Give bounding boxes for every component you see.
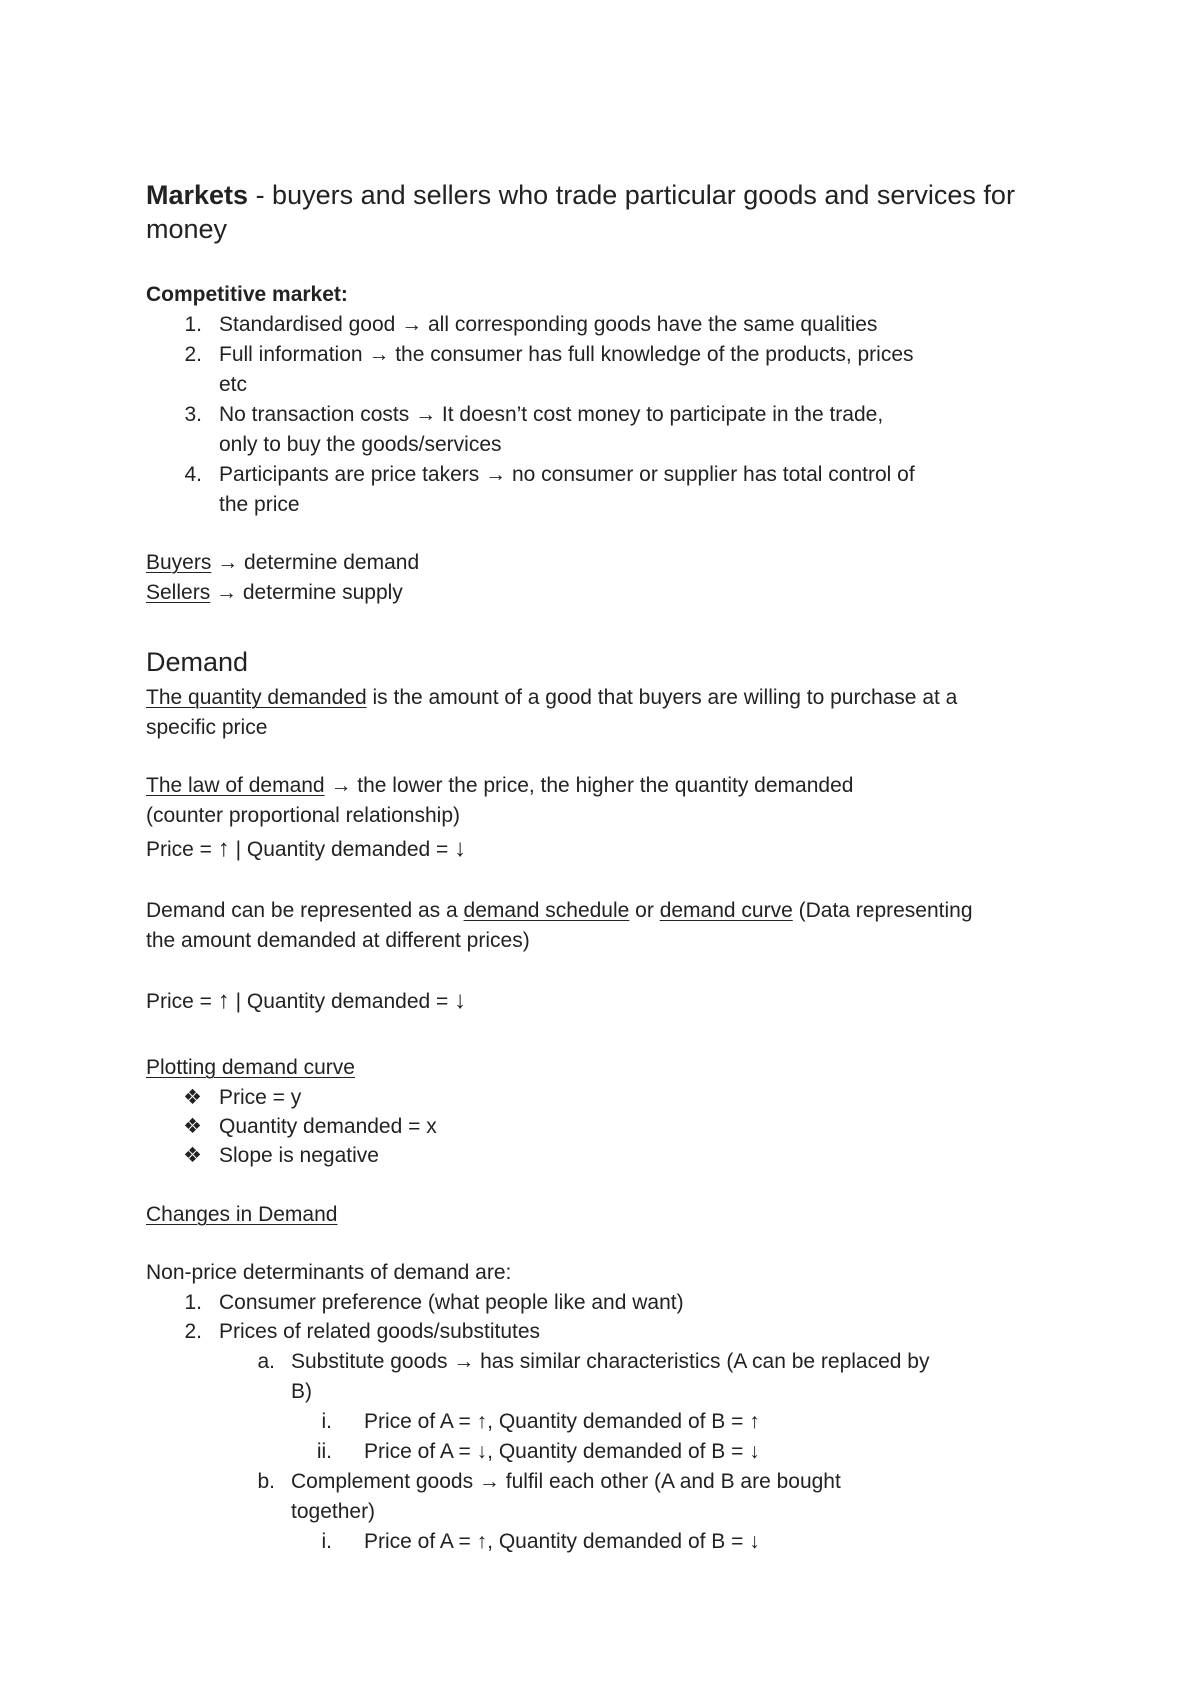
- up-arrow-icon: ↑: [217, 987, 230, 1014]
- page-title-line2: money: [146, 214, 228, 244]
- list-marker: 1.: [184, 1291, 202, 1314]
- list-item: Consumer preference (what people like and want): [219, 1291, 684, 1314]
- quantity-demanded-definition: The quantity demanded is the amount of a good that buyers are willing to purchase at a: [146, 686, 958, 709]
- list-item-continuation: only to buy the goods/services: [219, 433, 502, 456]
- competitive-market-heading: Competitive market:: [146, 283, 348, 306]
- list-item: Standardised good → all corresponding goods have the same qualities: [219, 313, 878, 336]
- nonprice-determinants-intro: Non-price determinants of demand are:: [146, 1261, 512, 1284]
- list-item: Slope is negative: [219, 1144, 379, 1167]
- list-marker: 2.: [184, 343, 202, 366]
- quantity-demanded-definition-line2: specific price: [146, 716, 268, 739]
- list-item: Participants are price takers → no consumer or supplier has total control of: [219, 463, 915, 486]
- price-quantity-relation: Price = ↑ | Quantity demanded = ↓: [146, 835, 467, 862]
- list-marker: a.: [257, 1350, 275, 1373]
- list-item: Prices of related goods/substitutes: [219, 1320, 541, 1343]
- demand-representation: Demand can be represented as a demand schedule or demand curve (Data representing: [146, 899, 973, 922]
- down-arrow-icon: ↓: [454, 987, 467, 1014]
- list-item: No transaction costs → It doesn’t cost money to participate in the trade,: [219, 403, 884, 426]
- list-item: Full information → the consumer has full knowledge of the products, prices: [219, 343, 914, 366]
- down-arrow-icon: ↓: [454, 835, 467, 862]
- price-quantity-relation-repeat: Price = ↑ | Quantity demanded = ↓: [146, 987, 467, 1014]
- demand-heading: Demand: [146, 647, 249, 677]
- list-item: Price = y: [219, 1086, 302, 1109]
- list-marker: i.: [321, 1530, 332, 1553]
- sellers-label: Sellers: [146, 581, 211, 604]
- buyers-label: Buyers: [146, 551, 212, 574]
- diamond-bullet-icon: ❖: [183, 1144, 202, 1167]
- list-item: Price of A = ↓, Quantity demanded of B = ↓: [364, 1440, 760, 1463]
- law-of-demand: The law of demand → the lower the price, the higher the quantity demanded: [146, 774, 854, 797]
- list-marker: 2.: [184, 1320, 202, 1343]
- diamond-bullet-icon: ❖: [183, 1115, 202, 1138]
- list-item: Quantity demanded = x: [219, 1115, 437, 1138]
- sellers-line: Sellers → determine supply: [146, 581, 403, 604]
- up-arrow-icon: ↑: [217, 835, 230, 862]
- changes-in-demand-heading: Changes in Demand: [146, 1203, 338, 1226]
- list-marker: b.: [257, 1470, 275, 1493]
- list-item: Substitute goods → has similar characteristics (A can be replaced by: [291, 1350, 930, 1373]
- list-marker: 1.: [184, 313, 202, 336]
- list-marker: ii.: [316, 1440, 332, 1463]
- list-marker: 4.: [184, 463, 202, 486]
- list-item: Price of A = ↑, Quantity demanded of B = ↓: [364, 1530, 760, 1553]
- list-item: Complement goods → fulfil each other (A and B are bought: [291, 1470, 841, 1493]
- list-item-continuation: etc: [219, 373, 248, 396]
- list-item-continuation: together): [291, 1500, 376, 1523]
- demand-representation-line2: the amount demanded at different prices): [146, 929, 530, 952]
- list-item-continuation: the price: [219, 493, 300, 516]
- list-item-continuation: B): [291, 1380, 312, 1403]
- buyers-line: Buyers → determine demand: [146, 551, 420, 574]
- list-item: Price of A = ↑, Quantity demanded of B = ↑: [364, 1410, 760, 1433]
- plotting-demand-curve-heading: Plotting demand curve: [146, 1056, 355, 1079]
- diamond-bullet-icon: ❖: [183, 1086, 202, 1109]
- law-of-demand-line2: (counter proportional relationship): [146, 804, 461, 827]
- list-marker: 3.: [184, 403, 202, 426]
- list-marker: i.: [321, 1410, 332, 1433]
- page-title: Markets - buyers and sellers who trade particular goods and services for: [146, 180, 1015, 210]
